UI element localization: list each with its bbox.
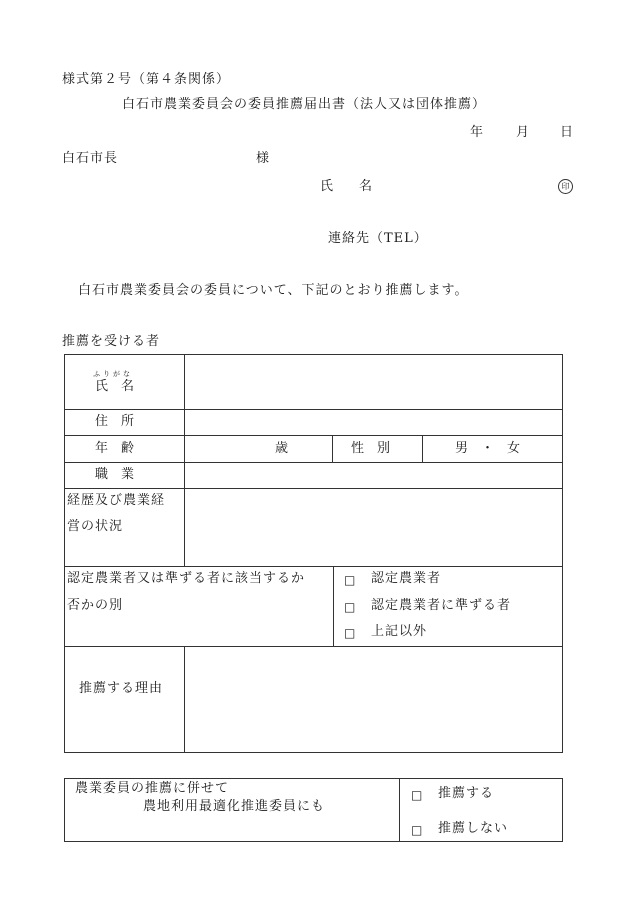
occupation-field[interactable] <box>185 463 562 488</box>
career-label-line1: 経歴及び農業経 <box>67 493 166 508</box>
option3-checkbox[interactable]: □ <box>344 626 356 640</box>
career-label-line2: 営の状況 <box>67 519 124 534</box>
dual-label-line1: 農業委員の推薦に併せて <box>75 781 230 796</box>
date-day-label: 日 <box>560 125 574 140</box>
age-label: 年 齢 <box>95 441 135 456</box>
seal-mark: 印 <box>558 179 573 194</box>
option1-checkbox[interactable]: □ <box>344 573 356 587</box>
contact-label: 連絡先（TEL） <box>328 231 428 246</box>
form-title: 白石市農業委員会の委員推薦届出書（法人又は団体推薦） <box>122 97 487 112</box>
career-field[interactable] <box>185 489 562 566</box>
nominee-table <box>64 354 563 753</box>
option2-label: 認定農業者に準ずる者 <box>371 598 512 613</box>
nominee-name-label: 氏 名 <box>95 379 135 394</box>
dual-nomination-table <box>64 778 563 842</box>
certified-label-line1: 認定農業者又は準ずる者に該当するか <box>67 571 306 586</box>
occupation-label: 職 業 <box>95 467 135 482</box>
date-month-label: 月 <box>516 125 530 140</box>
address-field[interactable] <box>185 410 562 435</box>
dual-no-label: 推薦しない <box>438 821 509 836</box>
applicant-name-label: 氏 名 <box>320 179 373 194</box>
dual-yes-checkbox[interactable]: □ <box>411 788 423 802</box>
dual-label-line2: 農地利用最適化推進委員にも <box>143 799 326 814</box>
option1-label: 認定農業者 <box>371 571 442 586</box>
section-label: 推薦を受ける者 <box>62 334 161 349</box>
reason-field[interactable] <box>185 647 562 752</box>
option2-checkbox[interactable]: □ <box>344 600 356 614</box>
reason-label: 推薦する理由 <box>79 681 164 696</box>
form-number: 様式第２号（第４条関係） <box>62 72 231 87</box>
age-unit: 歳 <box>275 441 289 456</box>
honorific: 様 <box>256 151 270 166</box>
address-label: 住 所 <box>95 414 135 429</box>
addressee: 白石市長 <box>62 151 119 166</box>
nominee-name-field[interactable] <box>185 356 562 409</box>
furigana-label: ふりがな <box>93 370 133 378</box>
age-field[interactable] <box>185 436 332 462</box>
sex-label: 性 別 <box>351 441 391 456</box>
option3-label: 上記以外 <box>371 624 428 639</box>
certified-label-line2: 否かの別 <box>67 598 124 613</box>
statement-text: 白石市農業委員会の委員について、下記のとおり推薦します。 <box>78 283 469 298</box>
sex-options[interactable]: 男 ・ 女 <box>455 441 521 456</box>
dual-no-checkbox[interactable]: □ <box>411 823 423 837</box>
date-year-label: 年 <box>470 125 484 140</box>
dual-yes-label: 推薦する <box>438 786 495 801</box>
